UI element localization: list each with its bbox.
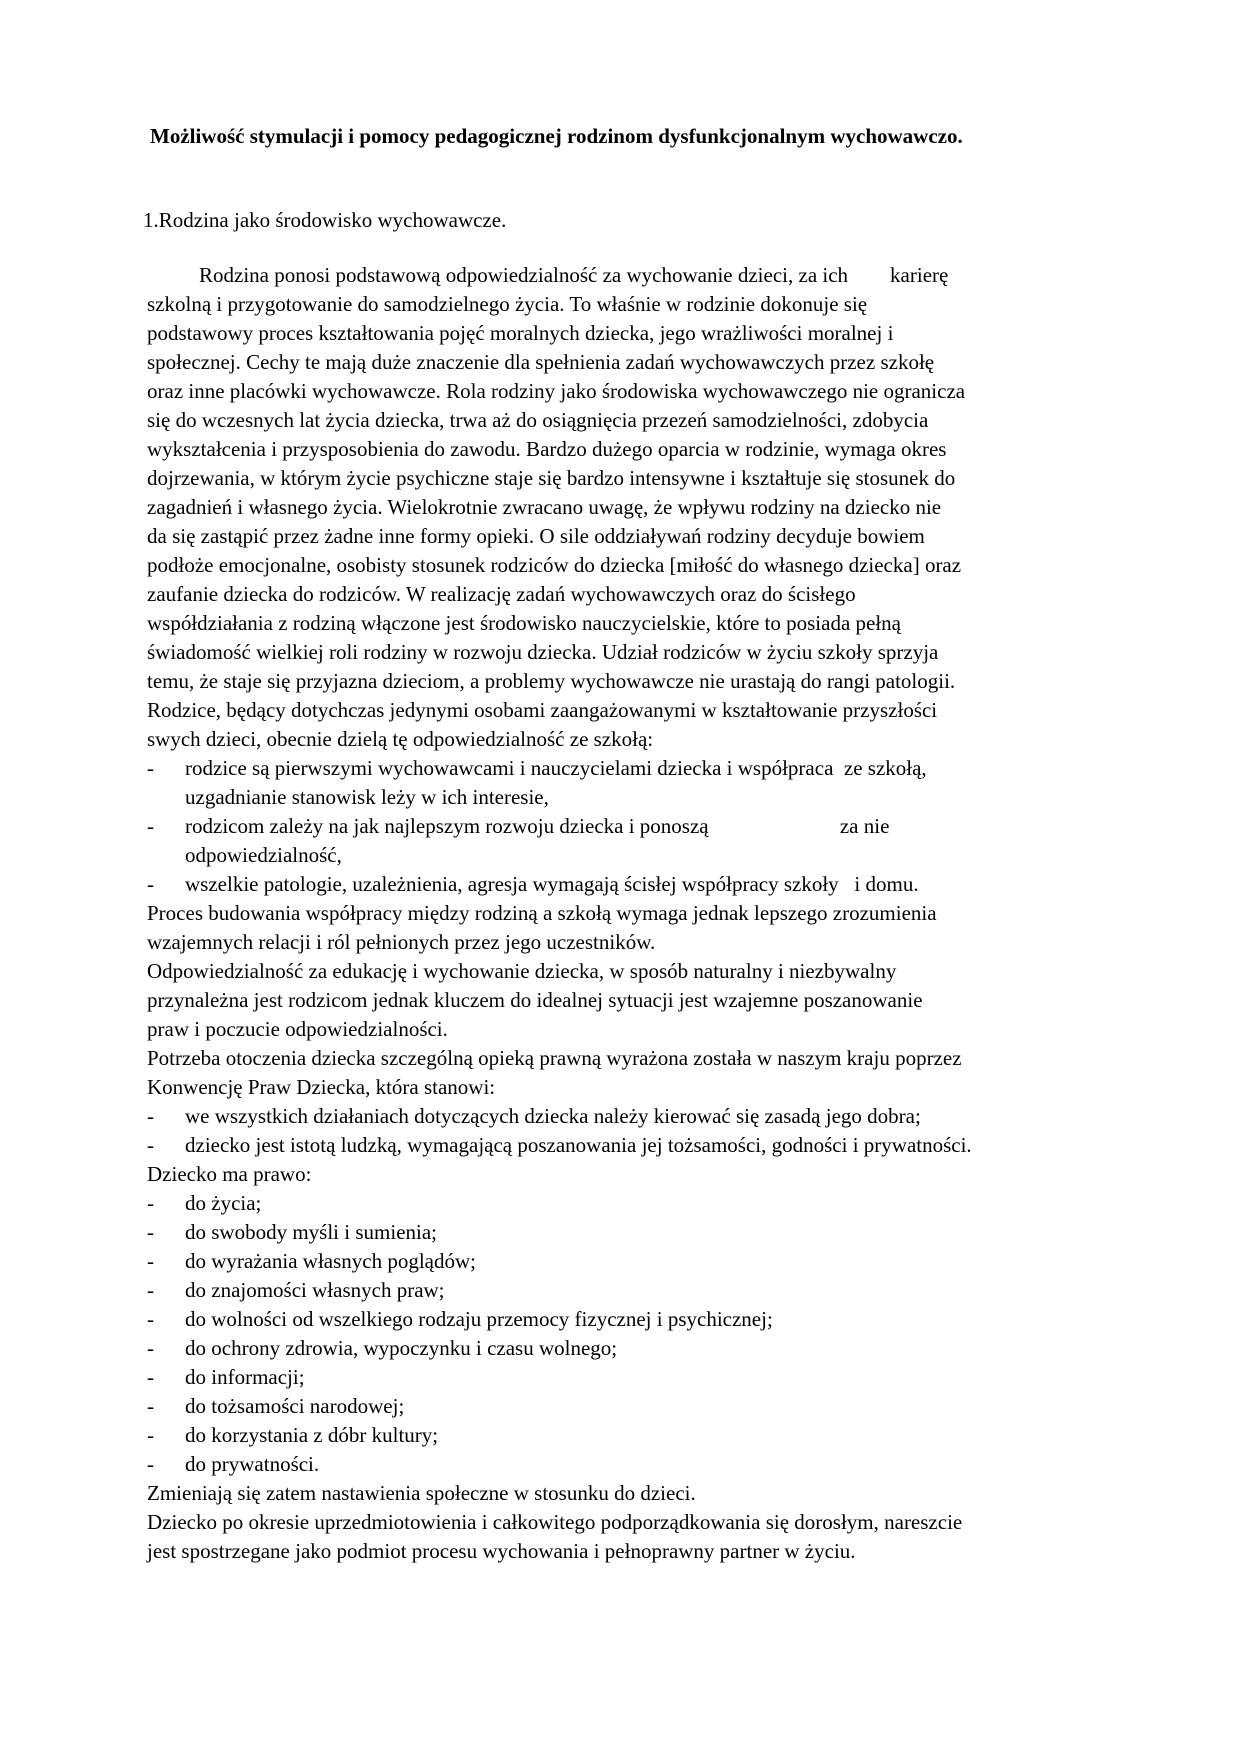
text-line: się do wczesnych lat życia dziecka, trwa aż do osiągnięcia przezeń samodzielności, zdobycia: [147, 408, 929, 432]
list-dash: -: [147, 1307, 154, 1331]
rights-intro: Dziecko ma prawo:: [147, 1162, 312, 1186]
list-dash: -: [147, 1191, 154, 1215]
list-item: [147, 1218, 1127, 1247]
list-item-text: we wszystkich działaniach dotyczących dziecka należy kierować się zasadą jego dobra;: [185, 1104, 921, 1128]
text-line: Odpowiedzialność za edukację i wychowanie dziecka, w sposób naturalny i niezbywalny: [147, 959, 897, 983]
list-item: [147, 1392, 1127, 1421]
list-item: [147, 812, 1127, 870]
document-body: [147, 261, 1127, 1566]
list-item: [147, 1334, 1127, 1363]
paragraph-cooperation: [147, 899, 1127, 1102]
list-item: [147, 1189, 1127, 1218]
list-item: [147, 1450, 1127, 1479]
document-title: Możliwość stymulacji i pomocy pedagogicznej rodzinom dysfunkcjonalnym wychowawczo.: [150, 124, 963, 148]
text-line: społecznej. Cechy te mają duże znaczenie dla spełnienia zadań wychowawczych przez szkołę: [147, 350, 935, 374]
text-line: Proces budowania współpracy między rodziną a szkołą wymaga jednak lepszego zrozumienia: [147, 901, 937, 925]
text-line: Konwencję Praw Dziecka, która stanowi:: [147, 1075, 496, 1099]
text-line: jest spostrzegane jako podmiot procesu wychowania i pełnoprawny partner w życiu.: [147, 1539, 856, 1563]
list-item: [147, 1421, 1127, 1450]
list-item-text: do ochrony zdrowia, wypoczynku i czasu wolnego;: [185, 1336, 618, 1360]
text-line: podstawowy proces kształtowania pojęć moralnych dziecka, jego wrażliwości moralnej i: [147, 321, 894, 345]
list-item-text: do wolności od wszelkiego rodzaju przemocy fizycznej i psychicznej;: [185, 1307, 773, 1331]
list-item: [147, 1102, 1127, 1131]
paragraph-closing: [147, 1479, 1127, 1566]
list-dash: -: [147, 814, 154, 838]
list-dash: -: [147, 1452, 154, 1476]
list-item-text: do korzystania z dóbr kultury;: [185, 1423, 439, 1447]
list-item: [147, 754, 1127, 812]
list-item-text: do życia;: [185, 1191, 262, 1215]
text-line: świadomość wielkiej roli rodziny w rozwoju dziecka. Udział rodziców w życiu szkoły sprzyja: [147, 640, 939, 664]
text-line: da się zastąpić przez żadne inne formy opieki. O sile oddziaływań rodziny decyduje bowiem: [147, 524, 925, 548]
list-dash: -: [147, 1278, 154, 1302]
list-item-text: wszelkie patologie, uzależnienia, agresja wymagają ścisłej współpracy szkoły i domu.: [185, 872, 919, 896]
paragraph-family-role: [147, 261, 1127, 754]
list-item: [147, 1363, 1127, 1392]
list-dash: -: [147, 756, 154, 780]
text-line: Zmieniają się zatem nastawienia społeczne w stosunku do dzieci.: [147, 1481, 696, 1505]
list-item-text: do tożsamości narodowej;: [185, 1394, 405, 1418]
text-line: Dziecko po okresie uprzedmiotowienia i całkowitego podporządkowania się dorosłym, nareszcie: [147, 1510, 963, 1534]
list-dash: -: [147, 1336, 154, 1360]
text-line: zaufanie dziecka do rodziców. W realizację zadań wychowawczych oraz do ścisłego: [147, 582, 856, 606]
text-line: Rodzina ponosi podstawową odpowiedzialność za wychowanie dzieci, za ich karierę: [199, 263, 949, 287]
text-line: temu, że staje się przyjazna dzieciom, a problemy wychowawcze nie urastają do rangi patologii.: [147, 669, 956, 693]
list-dash: -: [147, 1133, 154, 1157]
text-line: współdziałania z rodziną włączone jest środowisko nauczycielskie, które to posiada pełną: [147, 611, 901, 635]
text-line: podłoże emocjonalne, osobisty stosunek rodziców do dziecka [miłość do własnego dziecka] oraz: [147, 553, 962, 577]
list-item-text: do informacji;: [185, 1365, 305, 1389]
list-item-text: rodzice są pierwszymi wychowawcami i nauczycielami dziecka i współpraca ze szkołą,: [185, 756, 927, 780]
text-line: swych dzieci, obecnie dzielą tę odpowiedzialność ze szkołą:: [147, 727, 654, 751]
list-child-rights: [147, 1189, 1127, 1479]
text-line: Rodzice, będący dotychczas jedynymi osobami zaangażowanymi w kształtowanie przyszłości: [147, 698, 938, 722]
list-dash: -: [147, 1394, 154, 1418]
text-line: przynależna jest rodzicom jednak kluczem do idealnej sytuacji jest wzajemne poszanowanie: [147, 988, 923, 1012]
text-line: oraz inne placówki wychowawcze. Rola rodziny jako środowiska wychowawczego nie ogranicza: [147, 379, 966, 403]
list-dash: -: [147, 1220, 154, 1244]
section-heading: 1.Rodzina jako środowisko wychowawcze.: [143, 208, 507, 232]
list-dash: -: [147, 1249, 154, 1273]
text-line: praw i poczucie odpowiedzialności.: [147, 1017, 448, 1041]
list-item-text: do znajomości własnych praw;: [185, 1278, 445, 1302]
list-item-text: do wyrażania własnych poglądów;: [185, 1249, 476, 1273]
list-item-text: dziecko jest istotą ludzką, wymagającą poszanowania jej tożsamości, godności i prywatności.: [185, 1133, 972, 1157]
text-line: Potrzeba otoczenia dziecka szczególną opieką prawną wyrażona została w naszym kraju poprzez: [147, 1046, 962, 1070]
list-item-text: do swobody myśli i sumienia;: [185, 1220, 437, 1244]
text-line: wykształcenia i przysposobienia do zawodu. Bardzo dużego oparcia w rodzinie, wymaga okres: [147, 437, 947, 461]
list-item: [147, 1276, 1127, 1305]
list-dash: -: [147, 1104, 154, 1128]
list-item: [147, 1247, 1127, 1276]
list-item: [147, 1131, 1127, 1160]
list-dash: -: [147, 872, 154, 896]
text-line: zagadnień i własnego życia. Wielokrotnie zwracano uwagę, że wpływu rodziny na dziecko nie: [147, 495, 942, 519]
list-item-text: rodzicom zależy na jak najlepszym rozwoju dziecka i ponoszą za nie: [185, 814, 890, 838]
list-dash: -: [147, 1423, 154, 1447]
list-parents-responsibility: [147, 754, 1127, 899]
list-item-text: odpowiedzialność,: [185, 843, 342, 867]
list-item-text: uzgadnianie stanowisk leży w ich interesie,: [185, 785, 549, 809]
list-item: [147, 870, 1127, 899]
list-item-text: do prywatności.: [185, 1452, 320, 1476]
text-line: szkolną i przygotowanie do samodzielnego życia. To właśnie w rodzinie dokonuje się: [147, 292, 868, 316]
text-line: wzajemnych relacji i ról pełnionych przez jego uczestników.: [147, 930, 656, 954]
list-dash: -: [147, 1365, 154, 1389]
list-convention-principles: [147, 1102, 1127, 1160]
list-item: [147, 1305, 1127, 1334]
text-line: dojrzewania, w którym życie psychiczne staje się bardzo intensywne i kształtuje się stosunek do: [147, 466, 956, 490]
